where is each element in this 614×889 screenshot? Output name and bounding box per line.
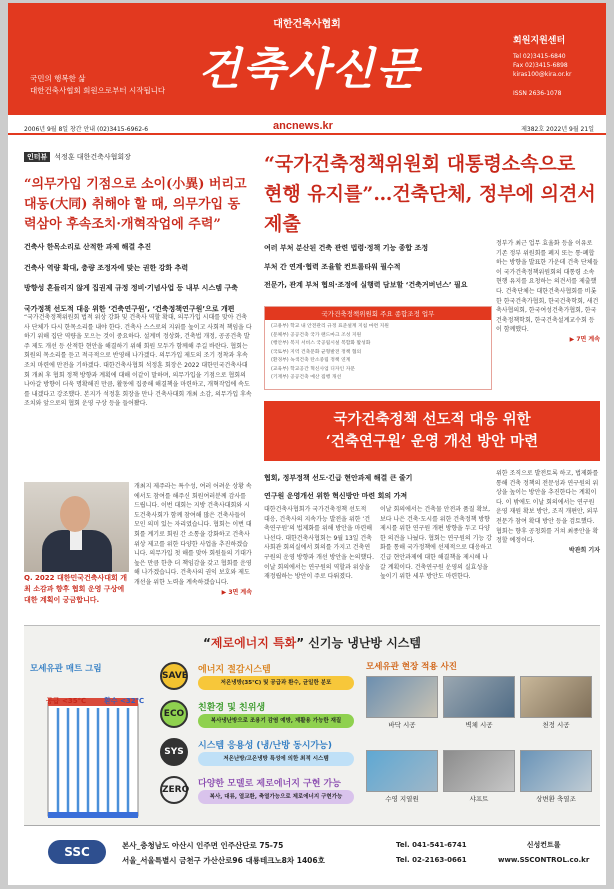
- banner-line1: 국가건축정책 선도적 대응 위한: [333, 411, 531, 428]
- save-energy-icon: SAVE: [160, 662, 188, 690]
- org-name: 대한건축사협회: [273, 19, 341, 30]
- addresses: [122, 838, 325, 868]
- subhead: 연구원 운영개선 위한 혁신방안 마련 회의 가져: [264, 492, 408, 500]
- zero-energy-icon: ZERO: [160, 776, 188, 804]
- interviewee: 석정훈 대한건축사협회장: [54, 153, 131, 161]
- eco-icon: ECO: [160, 700, 188, 728]
- site-photo-ceiling: [520, 676, 592, 718]
- research-banner[interactable]: [264, 401, 600, 461]
- bullet: 부처 간 연계·협력 조율할 컨트롤타워 필수적: [264, 262, 401, 271]
- bullet: 건축사 역량 확대, 충량 조정자에 맞는 권한 강화 추력: [24, 263, 189, 272]
- site-caption: 상변환 축열조: [536, 795, 576, 803]
- slogan-line1: 국민의 행복한 삶: [30, 74, 86, 83]
- interview-question: Q. 2022 대한민국건축사대회 개최 소감과 향후 협회 운영 구상에 대한 계획이 궁금합니다.: [24, 574, 128, 604]
- sites-label: 모세유관 현장 적용 사진: [366, 662, 457, 672]
- site-photo-shaft: [443, 750, 515, 792]
- site-caption: 천정 시공: [542, 721, 570, 729]
- research-col1: 대한건축사협회가 국가건축정책 선도적 대응, 건축사의 지속가능 발전을 위한 ‘건축연구원’의 법제화를 위해 방안을 마련해 나선다. 대한건축사협회는 9월 13일 건축사회관 회의실에서 회의를 가지고 건축연구원의 운영 방향과 개선 방안을 논의했다. 이날 회의에서는 연구원의 역할과 위상을 재정립하는 방안이 주로 다뤄졌다.: [264, 506, 374, 581]
- box-item: (행안부) 복지 서비스 국공립시설 복합화 활성화: [271, 341, 371, 346]
- ad-title-post: ” 신기능 냉난방 시스템: [296, 636, 421, 650]
- slogan-line2: 대한건축사협회 회원으로부터 시작됩니다: [30, 86, 166, 95]
- system-icon: SYS: [160, 738, 188, 766]
- policy-text: 정부가 최근 업무 효율화 등을 이유로 기존 정부 위원회를 폐지 또는 통·폐합하는 방향을 발표한 가운데 건축 단체들이 국가건축정책위원회의 대통령 소속 현행 유지를 요청하는 의견서를 제출했다. 건축단체는 대한건축사협회를 비롯한 한국건축가협회, 한국건축학회, 새건축사협의회, 한국여성건축가협회, 한국건축정책학회, 한국건축설계교수회 등이 함께했다.: [496, 240, 599, 334]
- site-caption: 바닥 시공: [388, 721, 416, 729]
- box-item: (기재부) 공공건축 예산 집행 개선: [271, 375, 342, 380]
- site-photo-wall: [443, 676, 515, 718]
- feature-desc: 저온냉방(35℃) 및 공급과 환수, 균일한 분포: [198, 676, 354, 690]
- ad-title-red: 제로에너지 특화: [210, 636, 297, 650]
- site-photo-tank: [520, 750, 592, 792]
- fax: Fax 02)3415-6898: [513, 62, 568, 69]
- issn: ISSN 2636-1078: [513, 90, 562, 97]
- site-caption: 샤프트: [469, 795, 489, 803]
- feature-item: [160, 662, 356, 700]
- email: kiras100@kira.or.kr: [513, 71, 572, 78]
- masthead: [8, 3, 606, 115]
- supply-label: 공급 <35℃: [46, 697, 87, 705]
- advertisement[interactable]: [24, 625, 600, 825]
- policy-body: [496, 239, 600, 345]
- tel: Tel 02)3415-6840: [513, 53, 566, 60]
- feature-item: [160, 700, 356, 738]
- ad-title-pre: “: [203, 636, 211, 650]
- continue-link[interactable]: ▶ 7면 계속: [569, 335, 600, 343]
- company-name: 신성컨트롤: [526, 841, 561, 849]
- issue-date: 제382호 2022년 9월 21일: [521, 126, 594, 133]
- president-photo: [24, 482, 129, 572]
- feature-item: [160, 776, 356, 814]
- bullet: 방향성 흔들리지 않게 집권제 규정 정비·기념사업 등 내부 시스템 구축: [24, 284, 238, 292]
- newspaper-page: [8, 3, 606, 885]
- col3-text: 위한 조직으로 발전토록 하고, 법제화를 통해 건축 정책의 전문성과 연구원의 위상을 높이는 방안을 추진한다는 계획이다. 이 밖에도 이날 회의에서는 연구원 운영 재원 확보 방안, 조직 개편안, 외부 전문가 참여 확대 방안 등을 검토했다. 협회는 향후 공청회를 거쳐 최종안을 확정할 예정이다.: [496, 470, 599, 545]
- feature-desc: 저온난방/고온냉방 특성에 의한 최적 시스템: [198, 752, 354, 766]
- policy-box-list: [265, 320, 491, 386]
- feature-heading: 시스템 응용성 (냉/난방 동시가능): [198, 741, 332, 751]
- tel-hq: Tel. 041-541-6741: [396, 841, 467, 849]
- ad-footer: [24, 825, 600, 879]
- phones: [396, 838, 467, 868]
- answer-text: 개최지 제주라는 특수성, 여러 어려운 상황 속에서도 참여를 해주신 회원여러분께 감사를 드립니다. 이번 대회는 지방 건축사대회와 시도건축사회가 함께 참여해 많은 건축사들이 모인 의미 있는 자리였습니다. 협회는 이번 대회를 계기로 회원 간 소통을 강화하고 건축사 위상 제고를 위한 다양한 사업을 추진하겠습니다. 의무가입 첫 해를 맞아 회원들의 기대가 높은 만큼 한층 더 책임감을 갖고 협회를 운영해 나가겠습니다. 건축사의 권익 보호와 제도 개선을 위한 노력을 계속하겠습니다.: [134, 483, 252, 586]
- site-caption: 수영 지열원: [385, 795, 419, 803]
- box-item: (교육부) 학교공간 혁신사업 디자인 자문: [271, 366, 355, 372]
- headline-policy[interactable]: “국가건축정책위원회 대통령소속으로 현행 유지를”…건축단체, 정부에 의견서 제출: [264, 153, 596, 235]
- ad-title: [24, 634, 600, 651]
- policy-box-title: 국가건축정책위원회 주요 종합조정 업무: [265, 307, 491, 320]
- research-subheads: [264, 469, 492, 505]
- feature-heading: 다양한 모델로 제로에너지 구현 가능: [198, 779, 341, 789]
- feature-desc: 복사, 대류, 열교환, 축열가능으로 제로에너지 구현가능: [198, 790, 354, 804]
- address-hq: 본사_충청남도 아산시 인주면 인주산단로 75-75: [122, 841, 284, 850]
- support-center: 회원지원센터: [513, 36, 566, 46]
- bullet: 여러 부처 분산된 건축 관련 법령·정책 기능 종합 조정: [264, 244, 429, 252]
- bullet: 국가정책 선도적 대응 위한 ‘건축연구원’, ‘건축정책연구원’으로 개편: [24, 304, 235, 313]
- interview-answer: [134, 482, 252, 597]
- interview-tag: 인터뷰: [24, 152, 50, 162]
- byline: 박관희 기자: [568, 546, 600, 554]
- interview-bullets: [24, 237, 252, 319]
- policy-box: [264, 306, 492, 390]
- website-link[interactable]: www.SSCONTROL.co.kr: [498, 856, 590, 864]
- site-caption: 벽체 시공: [465, 721, 493, 729]
- interview-lead: “국가건축정책위원회 법적 위상 강화 및 건축사 역할 확대, 의무가입 시대를 맞아 건축사 단체가 다시 한목소리를 내야 한다. 건축사 스스로의 지위를 높이고 사회적 책임을 다하기 위해 집단 역량을 모으는 것이 중요하다. 설계비 정상화, 건축법 개정, 공공건축 발주 제도 개선 등 산적한 현안을 해결하기 위해 회원 모두가 함께해 주길 바란다. 협회는 회원의 목소리를 듣고 적극적으로 반영해 나가겠다. 의무가입 제도의 조기 정착과 후속조치 마련에 만전을 기하겠다. 대한건축사협회 석정훈 회장은 2022 대한민국건축사대회 개최 후 협회 정책 방향과 계획에 대해 이같이 말하며, 의무가입을 기점으로 협회의 나아갈 방향이 더욱 명확해진 만큼, 활동에 집중해 해결책을 마련하고, 개혁작업에 속도를 내겠다고 강조했다. 본지가 석정훈 회장을 만나 건축사대회 개최 소감, 의무가입 후속조치와 앞으로의 협회 운영 구상 등을 들어봤다.: [24, 314, 252, 408]
- site-photos: [360, 660, 594, 830]
- box-item: (국토부) 지역 건축문화 균형발전 정책 협의: [271, 349, 362, 355]
- headline-interview[interactable]: “의무가입 기점으로 소이(小異) 버리고 대동(大同) 취해야 할 때, 의무가입 동력삼아 후속조치·개혁작업에 주력”: [24, 177, 247, 232]
- slogan: [30, 73, 165, 97]
- ssc-logo: SSC: [48, 840, 106, 864]
- address-seoul: 서울_서울특별시 금천구 가산산로96 대룡테크노8차 1406호: [122, 856, 325, 865]
- company-site: [498, 838, 589, 868]
- site-photo-floor: [366, 676, 438, 718]
- site-link[interactable]: ancnews.kr: [273, 120, 333, 132]
- box-item: (문체부) 공공건축 국가 랜드마크 조성 지원: [271, 332, 362, 338]
- bullet: 건축사 한목소리로 산적한 과제 해결 추진: [24, 243, 152, 251]
- feature-heading: 에너지 절감시스템: [198, 665, 271, 675]
- research-col3: [496, 469, 600, 555]
- feature-item: [160, 738, 356, 776]
- newspaper-title: 건축사신문: [198, 44, 421, 95]
- research-col2: 이날 회의에서는 건축물 안전과 품질 확보, 보다 나은 건축·도시를 위한 건축정책 방향 제시를 위한 연구원 개편 방향을 두고 다양한 의견을 나눴다. 협회는 연구원의 기능 강화를 통해 국가정책에 선제적으로 대응하고 긴급 현안과제에 대한 해결책을 제시해 나갈 계획이다. 건축연구원 운영의 실효성을 높이기 위한 세부 방안도 마련한다.: [380, 506, 492, 581]
- return-label: 환수 <32℃: [104, 697, 145, 705]
- info-bar: [8, 121, 606, 135]
- banner-line2: ‘건축연구원’ 운영 개선 방안 마련: [325, 433, 539, 450]
- mat-label: 모세유관 매트 그림: [30, 664, 102, 674]
- policy-bullets: [264, 239, 492, 295]
- interview-tag-line: [24, 152, 131, 162]
- feature-heading: 친환경 및 친위생: [198, 703, 266, 713]
- subhead: 협회, 정부정책 선도·긴급 현안과제 해결 큰 줄기: [264, 474, 413, 482]
- box-item: (고용부) 학교 내 안전관리 규정 표준설계 지침 마련 지원: [271, 324, 389, 329]
- feature-desc: 복사냉난방으로 조용기 감염 예방, 제활용 가능한 재질: [198, 714, 354, 728]
- continue-link[interactable]: ▶ 3면 계속: [221, 588, 252, 596]
- feature-list: [160, 662, 356, 814]
- contact-block: [513, 36, 588, 98]
- founding-info: 2006년 9월 8일 창간 안내 (02)3415-6962-6: [24, 126, 149, 133]
- tel-seoul: Tel. 02-2163-0661: [396, 856, 467, 864]
- box-item: (환경부) 녹색건축 탄소중립 정책 연계: [271, 358, 351, 363]
- site-photo-pool: [366, 750, 438, 792]
- bullet: 전문가, 관계 부처 협의·조정에 실행력 담보할 ‘건축거버넌스’ 필요: [264, 281, 468, 289]
